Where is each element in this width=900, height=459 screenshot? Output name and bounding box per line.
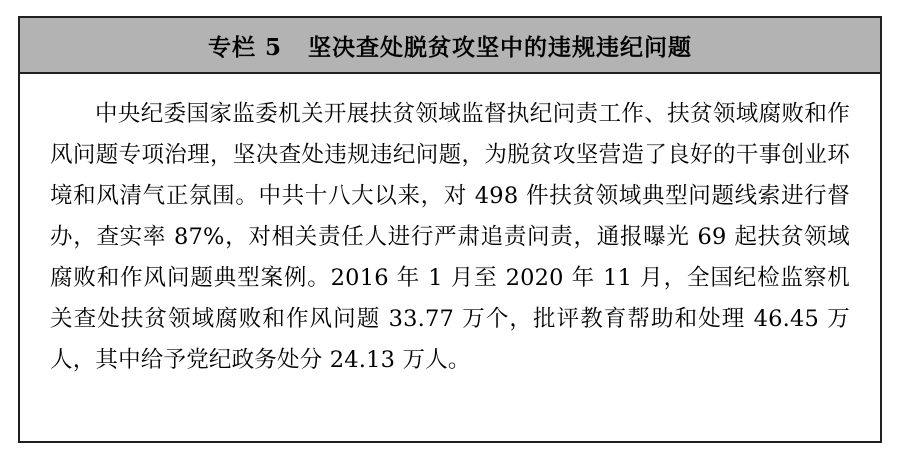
callout-box: [18, 16, 882, 443]
callout-box-body: [20, 74, 880, 441]
callout-paragraph: 中央纪委国家监委机关开展扶贫领域监督执纪问责工作、扶贫领域腐败和作风问题专项治理，坚决查处违规违纪问题，为脱贫攻坚营造了良好的干事创业环境和风清气正氛围。中共十八大以来，对 498 件扶贫领域典型问题线索进行督办，查实率 87%，对相关责任人进行严肃追责问责，通报曝光 69 起扶贫领域腐败和作风问题典型案例。2016 年 1 月至 2020 年 11 月，全国纪检监察机关查处扶贫领域腐败和作风问题 33.77 万个，批评教育帮助和处理 46.45 万人，其中给予党纪政务处分 24.13 万人。: [50, 101, 850, 373]
callout-box-header: [20, 18, 880, 74]
callout-number-label: 专栏 5: [207, 33, 282, 61]
callout-title: 坚决查处脱贫攻坚中的违规违纪问题: [308, 33, 692, 61]
